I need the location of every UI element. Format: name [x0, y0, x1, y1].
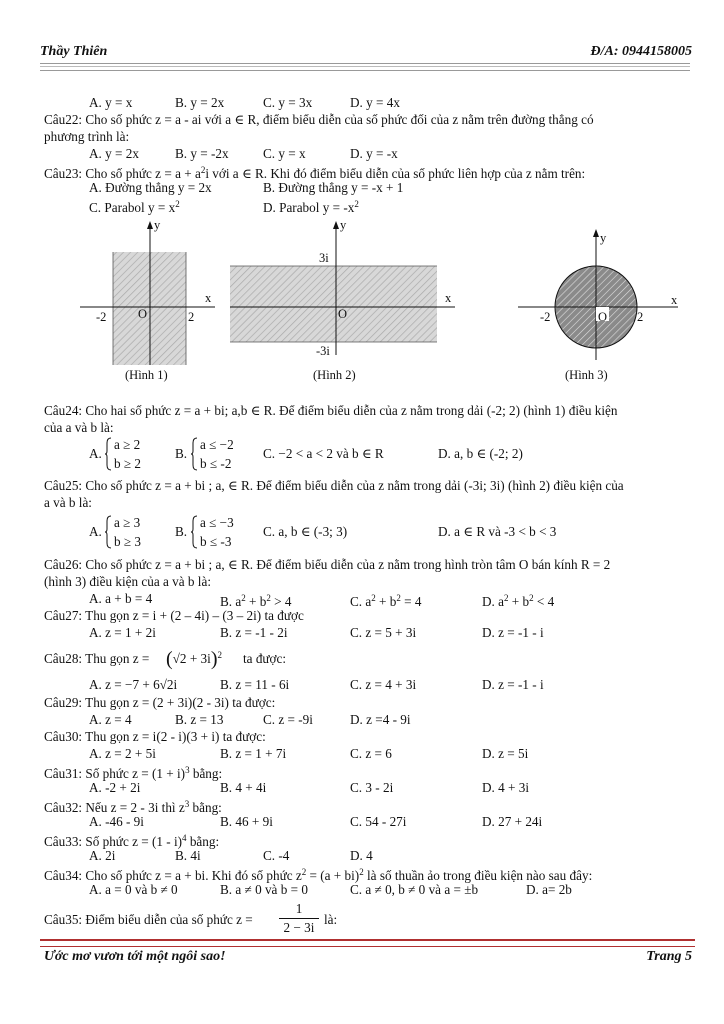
q26-d-part1: D. a — [482, 594, 504, 609]
q31-stem — [44, 763, 222, 781]
q25-b-row2: b ≤ -3 — [200, 534, 232, 549]
q23-option-c-text: C. Parabol y = x — [89, 200, 176, 215]
q33-stem-exp: 4 — [182, 833, 187, 843]
q28-paren-open: ( — [166, 648, 173, 670]
q34-option-d: D. a= 2b — [526, 882, 572, 897]
q34-option-c: C. a ≠ 0, b ≠ 0 và a = ±b — [350, 882, 479, 897]
q35-stem-suffix: là: — [324, 912, 338, 927]
q26-b-exp1: 2 — [241, 593, 246, 603]
fig1-caption: (Hình 1) — [125, 368, 168, 382]
q26-c-part3: = 4 — [400, 594, 422, 609]
q28-option-d: D. z = -1 - i — [482, 677, 544, 692]
q34-stem-pre: Câu34: Cho số phức z = a + bi. Khi đó số phức z — [44, 868, 302, 883]
q26-c-part1: C. a — [350, 594, 372, 609]
fig2-caption: (Hình 2) — [313, 368, 356, 382]
q26-d-part3: < 4 — [533, 594, 555, 609]
fig3-caption: (Hình 3) — [565, 368, 608, 382]
q23-stem — [44, 163, 585, 181]
q25-a-row1: a ≥ 3 — [114, 515, 141, 530]
q22-option-d: D. y = -x — [350, 146, 398, 161]
q26-b-part2: + b — [245, 594, 267, 609]
q21-option-a: A. y = x — [89, 95, 133, 110]
q30-option-d: D. z = 5i — [482, 746, 529, 761]
q26-option-d — [482, 591, 554, 609]
q22-option-c: C. y = x — [263, 146, 306, 161]
fig3-y-arrow — [593, 229, 599, 237]
q26-option-c — [350, 591, 422, 609]
q31-option-a: A. -2 + 2i — [89, 780, 141, 795]
q35-fraction-bar — [279, 918, 319, 919]
q27-option-d: D. z = -1 - i — [482, 625, 544, 640]
q28-plus-3i: + 3i — [186, 651, 211, 666]
q25-option-a-label: A. — [89, 524, 102, 539]
q30-stem: Câu30: Thu gọn z = i(2 - i)(3 + i) ta được: — [44, 729, 266, 744]
q26-b-part1: B. a — [220, 594, 242, 609]
q24-a-row1: a ≥ 2 — [114, 437, 141, 452]
q24-b-row1: a ≤ −2 — [200, 437, 234, 452]
q28-stem-prefix: Câu28: Thu gọn z = — [44, 651, 150, 666]
q21-option-d: D. y = 4x — [350, 95, 400, 110]
q23-option-c-exp: 2 — [175, 199, 180, 209]
q31-option-c: C. 3 - 2i — [350, 780, 394, 795]
fig2-shaded-band — [230, 266, 437, 342]
q31-stem-post: bằng: — [189, 766, 223, 781]
fig3-origin-label: O — [598, 310, 608, 324]
q28-sqrt2: √2 — [172, 651, 187, 666]
q32-option-d: D. 27 + 24i — [482, 814, 543, 829]
q25-b-row1: a ≤ −3 — [200, 515, 234, 530]
fig1-tick-minus2: -2 — [96, 310, 107, 324]
q26-c-part2: + b — [375, 594, 397, 609]
q25-stem-line1: Câu25: Cho số phức z = a + bi ; a, ∈ R. Để điểm biểu diễn của z nằm trong dải (-3i; 3i) (hình 2) điều kiện của — [44, 478, 624, 493]
q22-stem-line1: Câu22: Cho số phức z = a - ai với a ∈ R, điểm biểu diễn của số phức đối của z nằm trên đường thẳng có — [44, 112, 594, 127]
q33-option-a: A. 2i — [89, 848, 116, 863]
q28-paren-close: ) — [210, 648, 218, 670]
fig1-tick-2: 2 — [188, 310, 195, 324]
header-author: Thầy Thiên — [40, 44, 108, 59]
q26-stem-line1: Câu26: Cho số phức z = a + bi ; a, ∈ R. Để điểm biểu diễn của z nằm trong hình tròn tâm O bán kính R = 2 — [44, 557, 611, 572]
q24-stem-line1: Câu24: Cho hai số phức z = a + bi; a,b ∈ R. Để điểm biểu diễn của z nằm trong dải (-2; 2) (hình 1) điều kiện — [44, 403, 618, 418]
figure-1-strip-plot — [80, 221, 215, 365]
figures-panel — [40, 215, 690, 390]
q32-stem — [44, 797, 222, 815]
q32-stem-pre: Câu32: Nếu z = 2 - 3i thì z — [44, 800, 185, 815]
q28-option-c: C. z = 4 + 3i — [350, 677, 417, 692]
q23-option-a: A. Đường thẳng y = 2x — [89, 180, 212, 195]
q26-stem-line2: (hình 3) điều kiện của a và b là: — [44, 574, 211, 589]
q25-option-c: C. a, b ∈ (-3; 3) — [263, 524, 348, 539]
q28-option-b: B. z = 11 - 6i — [220, 677, 290, 692]
fig2-x-label: x — [445, 291, 452, 305]
q23-option-d-exp: 2 — [354, 199, 359, 209]
q34-option-b: B. a ≠ 0 và b = 0 — [220, 882, 308, 897]
q33-option-b: B. 4i — [175, 848, 201, 863]
q35-stem-prefix: Câu35: Điểm biểu diễn của số phức z = — [44, 912, 253, 927]
fig1-x-label: x — [205, 291, 212, 305]
figure-3-disk-plot — [518, 229, 678, 360]
q35-fraction — [279, 901, 319, 936]
fig3-tick-minus2: -2 — [540, 310, 551, 324]
q32-option-a: A. -46 - 9i — [89, 814, 144, 829]
q27-stem: Câu27: Thu gọn z = i + (2 – 4i) – (3 – 2i) ta được — [44, 608, 304, 623]
q24-a-row2: b ≥ 2 — [114, 456, 142, 471]
q26-option-a: A. a + b = 4 — [89, 591, 153, 606]
q23-option-d — [263, 197, 359, 215]
q34-stem-post: là số thuần ảo trong điều kiện nào sau đây: — [363, 868, 593, 883]
q26-d-exp2: 2 — [529, 593, 534, 603]
footer-motto: Ước mơ vươn tới một ngôi sao! — [44, 949, 226, 964]
fig2-tick-3i: 3i — [319, 251, 329, 265]
q23-option-c — [89, 197, 180, 215]
q29-option-d: D. z =4 - 9i — [350, 712, 411, 727]
q22-stem-line2: phương trình là: — [44, 129, 130, 144]
q26-b-exp2: 2 — [266, 593, 271, 603]
fig3-y-label: y — [600, 231, 607, 245]
q34-stem — [44, 865, 592, 883]
footer-divider — [40, 939, 695, 947]
fig3-x-label: x — [671, 293, 678, 307]
q26-b-part3: > 4 — [270, 594, 292, 609]
header-phone: Đ/A: 0944158005 — [590, 44, 692, 59]
q33-option-c: C. -4 — [263, 848, 290, 863]
q23-stem-pre: Câu23: Cho số phức z = a + a — [44, 166, 201, 181]
q22-option-a: A. y = 2x — [89, 146, 139, 161]
q22-option-b: B. y = -2x — [175, 146, 229, 161]
q32-option-b: B. 46 + 9i — [220, 814, 273, 829]
q21-option-c: C. y = 3x — [263, 95, 313, 110]
q33-stem-pre: Câu33: Số phức z = (1 - i) — [44, 834, 183, 849]
fig2-origin-label: O — [338, 307, 348, 321]
q33-option-d: D. 4 — [350, 848, 373, 863]
fig3-tick-2: 2 — [637, 310, 644, 324]
q23-option-d-text: D. Parabol y = -x — [263, 200, 355, 215]
q27-option-b: B. z = -1 - 2i — [220, 625, 288, 640]
q26-d-exp1: 2 — [503, 593, 509, 603]
q33-stem — [44, 831, 219, 849]
q24-option-c: C. −2 < a < 2 và b ∈ R — [263, 446, 384, 461]
q23-stem-exp: 2 — [200, 165, 206, 175]
q26-c-exp2: 2 — [396, 593, 401, 603]
q27-option-a: A. z = 1 + 2i — [89, 625, 156, 640]
q29-option-a: A. z = 4 — [89, 712, 132, 727]
brace-icon — [105, 515, 112, 549]
q24-option-b-label: B. — [175, 446, 188, 461]
q29-option-c: C. z = -9i — [263, 712, 313, 727]
q27-option-c: C. z = 5 + 3i — [350, 625, 417, 640]
q34-stem-exp1: 2 — [301, 867, 307, 877]
q30-option-c: C. z = 6 — [350, 746, 392, 761]
header-divider — [40, 63, 690, 71]
q34-stem-exp2: 2 — [359, 867, 364, 877]
q23-stem-post: i với a ∈ R. Khi đó điểm biểu diễn của số phức liên hợp của z nằm trên: — [205, 166, 586, 181]
q24-option-a-label: A. — [89, 446, 102, 461]
q24-b-row2: b ≤ -2 — [200, 456, 232, 471]
q34-option-a: A. a = 0 và b ≠ 0 — [89, 882, 178, 897]
q25-stem-line2: a và b là: — [44, 495, 92, 510]
fig1-y-arrow — [147, 221, 153, 229]
q31-option-d: D. 4 + 3i — [482, 780, 529, 795]
q26-option-b — [220, 591, 292, 609]
footer-page-number: Trang 5 — [646, 949, 692, 964]
q23-option-b: B. Đường thẳng y = -x + 1 — [263, 180, 404, 195]
q25-a-row2: b ≥ 3 — [114, 534, 142, 549]
q32-option-c: C. 54 - 27i — [350, 814, 407, 829]
q32-stem-post: bằng: — [189, 800, 222, 815]
q29-option-b: B. z = 13 — [175, 712, 224, 727]
q25-option-d: D. a ∈ R và -3 < b < 3 — [438, 524, 557, 539]
q31-stem-exp: 3 — [185, 765, 190, 775]
q26-c-exp1: 2 — [371, 593, 376, 603]
brace-icon — [105, 437, 112, 471]
fig2-y-arrow — [333, 221, 339, 229]
q32-stem-exp: 3 — [184, 799, 190, 809]
brace-icon — [191, 515, 198, 549]
q24-stem-line2: của a và b là: — [44, 420, 114, 435]
q28-expression — [166, 648, 222, 670]
q33-stem-post: bằng: — [186, 834, 220, 849]
q29-stem: Câu29: Thu gọn z = (2 + 3i)(2 - 3i) ta được: — [44, 695, 276, 710]
q30-option-a: A. z = 2 + 5i — [89, 746, 156, 761]
q35-denominator: 2 − 3i — [283, 920, 315, 935]
fig2-tick-minus3i: -3i — [316, 344, 330, 358]
q34-stem-mid: = (a + bi) — [306, 868, 360, 883]
q28-option-a: A. z = −7 + 6√2i — [89, 677, 178, 692]
q28-stem-suffix: ta được: — [243, 651, 287, 666]
q28-exp: 2 — [217, 650, 222, 660]
brace-icon — [191, 437, 198, 471]
fig1-origin-label: O — [138, 307, 148, 321]
q30-option-b: B. z = 1 + 7i — [220, 746, 287, 761]
fig1-y-label: y — [154, 218, 161, 232]
q31-stem-pre: Câu31: Số phức z = (1 + i) — [44, 766, 186, 781]
figure-2-band-plot — [230, 221, 455, 355]
q21-option-b: B. y = 2x — [175, 95, 225, 110]
q24-option-d: D. a, b ∈ (-2; 2) — [438, 446, 523, 461]
fig2-y-label: y — [340, 218, 347, 232]
q35-numerator: 1 — [295, 901, 303, 916]
q31-option-b: B. 4 + 4i — [220, 780, 267, 795]
q26-d-part2: + b — [508, 594, 530, 609]
q25-option-b-label: B. — [175, 524, 188, 539]
